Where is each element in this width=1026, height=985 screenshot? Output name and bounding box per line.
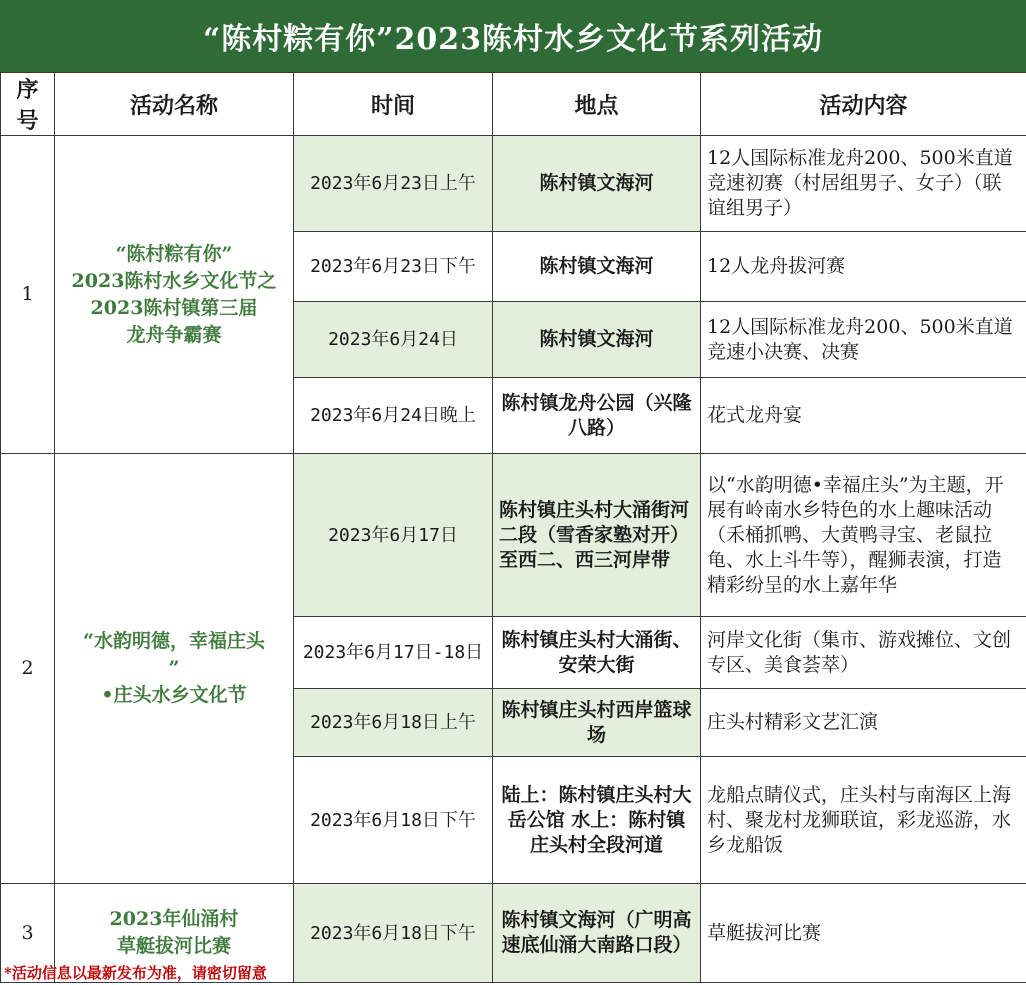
header-place: 地点	[493, 73, 701, 136]
content-cell: 河岸文化街（集市、游戏摊位、文创专区、美食荟萃）	[701, 617, 1026, 689]
place-cell: 陈村镇文海河	[493, 232, 701, 302]
content-cell: 12人国际标准龙舟200、500米直道竞速初赛（村居组男子、女子）（联谊组男子）	[701, 136, 1026, 232]
time-cell: 2023年6月17日-18日	[294, 617, 493, 689]
group-number: 1	[1, 136, 55, 454]
header-content: 活动内容	[701, 73, 1026, 136]
time-cell: 2023年6月18日上午	[294, 689, 493, 757]
activity-name-line: 2023年仙涌村	[109, 908, 239, 930]
footnote: *活动信息以最新发布为准，请密切留意	[4, 964, 267, 982]
activity-table	[0, 72, 1026, 983]
header-no: 序号	[1, 73, 55, 136]
group-number: 2	[1, 454, 55, 884]
time-cell: 2023年6月17日	[294, 454, 493, 617]
place-cell: 陈村镇文海河	[493, 302, 701, 378]
group-number: 3	[1, 884, 55, 983]
place-cell: 陈村镇庄头村大涌街河二段（雪香家塾对开）至西二、西三河岸带	[493, 454, 701, 617]
activity-name-line: 2023陈村镇第三届	[90, 296, 258, 319]
time-cell: 2023年6月24日晚上	[294, 378, 493, 454]
time-cell: 2023年6月23日上午	[294, 136, 493, 232]
activity-name-line: “陈村粽有你”	[115, 242, 233, 265]
header-name: 活动名称	[55, 73, 294, 136]
content-cell: 12人龙舟拔河赛	[701, 232, 1026, 302]
activity-name-line: ”	[168, 657, 180, 679]
place-cell: 陈村镇文海河（广明高速底仙涌大南路口段）	[493, 884, 701, 983]
activity-name-line: “水韵明德，幸福庄头	[83, 630, 265, 652]
activity-name	[55, 136, 294, 454]
activity-name-line: 龙舟争霸赛	[126, 323, 222, 346]
page-title: “陈村粽有你”2023陈村水乡文化节系列活动	[0, 0, 1026, 72]
content-cell: 花式龙舟宴	[701, 378, 1026, 454]
header-time: 时间	[294, 73, 493, 136]
time-cell: 2023年6月23日下午	[294, 232, 493, 302]
content-cell: 12人国际标准龙舟200、500米直道竞速小决赛、决赛	[701, 302, 1026, 378]
content-cell: 草艇拔河比赛	[701, 884, 1026, 983]
table-row	[1, 136, 1026, 232]
content-cell: 龙船点睛仪式，庄头村与南海区上海村、聚龙村龙狮联谊，彩龙巡游，水乡龙船饭	[701, 757, 1026, 884]
header-row	[1, 73, 1026, 136]
time-cell: 2023年6月18日下午	[294, 884, 493, 983]
activity-name-line: 草艇拔河比赛	[116, 935, 231, 957]
place-cell: 陈村镇文海河	[493, 136, 701, 232]
place-cell: 陈村镇庄头村大涌街、安荣大街	[493, 617, 701, 689]
time-cell: 2023年6月18日下午	[294, 757, 493, 884]
activity-name	[55, 454, 294, 884]
place-cell: 陈村镇庄头村西岸篮球场	[493, 689, 701, 757]
table-row	[1, 454, 1026, 617]
time-cell: 2023年6月24日	[294, 302, 493, 378]
activity-name-line: 2023陈村水乡文化节之	[71, 269, 277, 292]
place-cell: 陆上：陈村镇庄头村大岳公馆 水上：陈村镇庄头村全段河道	[493, 757, 701, 884]
content-cell: 庄头村精彩文艺汇演	[701, 689, 1026, 757]
activity-name-line: •庄头水乡文化节	[101, 684, 247, 706]
content-cell: 以“水韵明德•幸福庄头”为主题，开展有岭南水乡特色的水上趣味活动（禾桶抓鸭、大黄鸭寻宝、老鼠拉龟、水上斗牛等），醒狮表演，打造精彩纷呈的水上嘉年华	[701, 454, 1026, 617]
place-cell: 陈村镇龙舟公园（兴隆八路）	[493, 378, 701, 454]
